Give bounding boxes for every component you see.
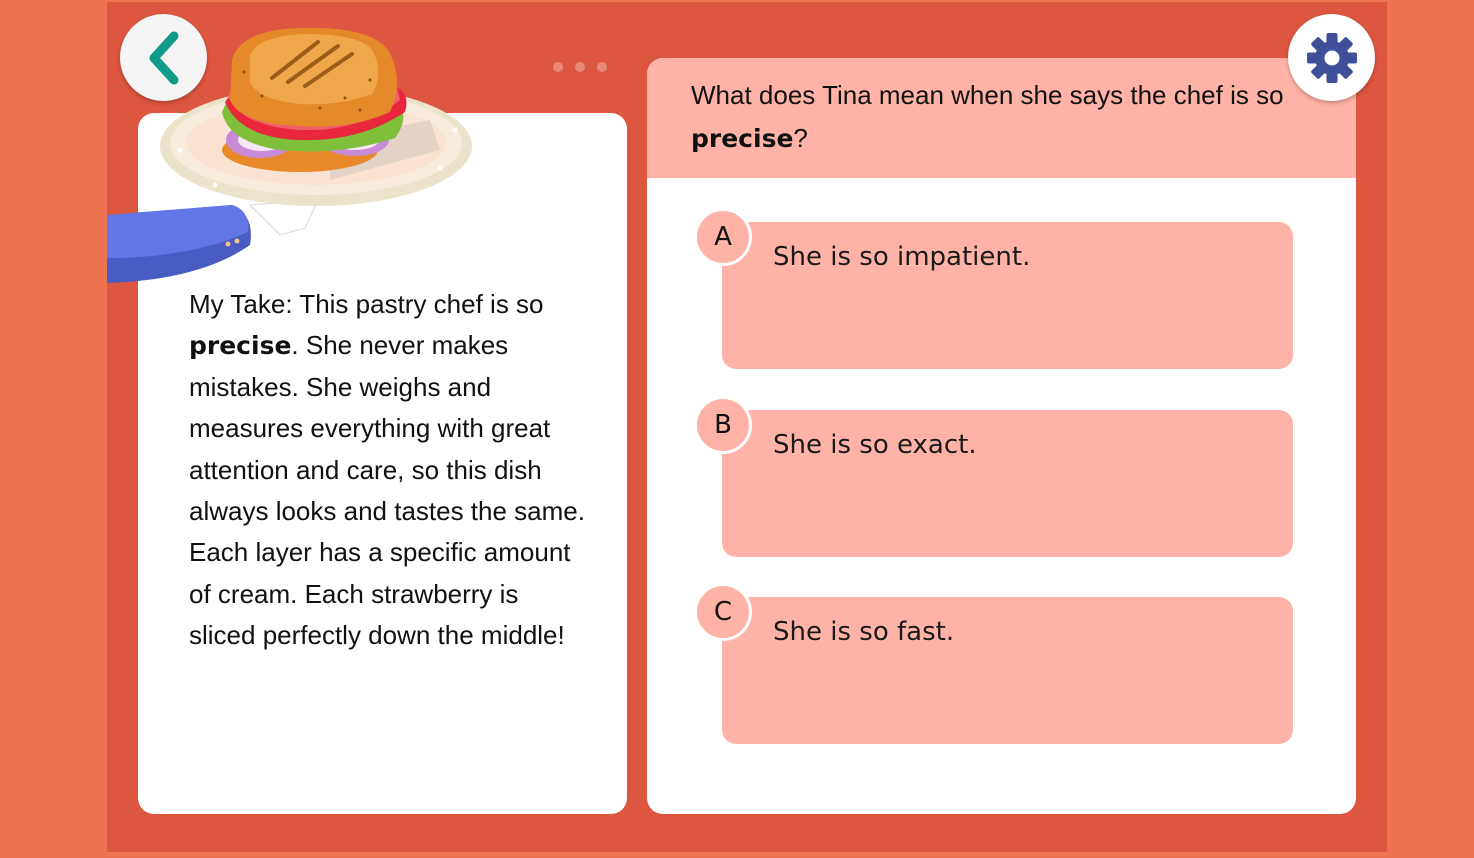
answer-option-c[interactable] — [722, 597, 1293, 744]
question-text — [691, 74, 1311, 160]
passage-intro: My Take: This pastry chef is so — [189, 289, 544, 319]
page-dot — [597, 62, 607, 72]
back-button[interactable] — [120, 14, 207, 101]
answer-option-a[interactable] — [722, 222, 1293, 369]
question-keyword: precise — [691, 124, 794, 153]
answer-option-text: She is so fast. — [773, 617, 955, 647]
answer-letter-a[interactable]: A — [694, 208, 752, 266]
answer-option-text: She is so impatient. — [773, 242, 1031, 272]
answer-letter-b[interactable]: B — [694, 396, 752, 454]
answer-option-b[interactable] — [722, 410, 1293, 557]
waiter-arm — [107, 200, 318, 283]
answer-option-text: She is so exact. — [773, 430, 977, 460]
settings-button[interactable] — [1288, 14, 1375, 101]
sandwich — [222, 28, 406, 172]
page-dot — [575, 62, 585, 72]
answer-letter-c[interactable]: C — [694, 583, 752, 641]
question-suffix: ? — [793, 123, 808, 153]
page-dot — [553, 62, 563, 72]
question-header — [647, 58, 1356, 178]
gear-icon — [1306, 32, 1358, 84]
passage-text — [189, 284, 589, 657]
page-indicator — [553, 62, 607, 72]
chevron-left-icon — [144, 30, 184, 86]
passage-keyword: precise — [189, 331, 292, 361]
question-prefix: What does Tina mean when she says the chef is so — [691, 80, 1284, 110]
passage-body: . She never makes mistakes. She weighs and measures everything with great attention and care, so this dish always looks and tastes the same. Each layer has a specific amount of cream. Each strawberry is sliced perfectly down the middle! — [189, 330, 585, 651]
